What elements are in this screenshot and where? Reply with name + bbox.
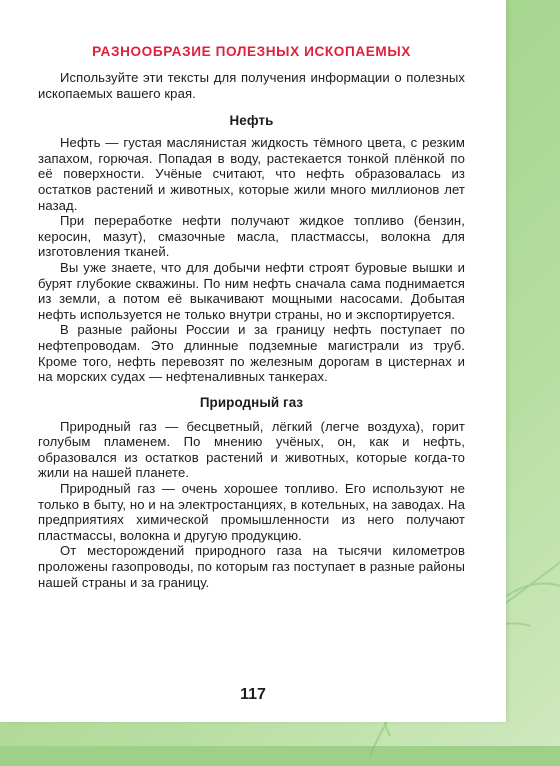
- intro-text: Используйте эти тексты для получения информации о полезных ископаемых вашего края.: [38, 70, 465, 101]
- page-content: [38, 44, 465, 590]
- oil-paragraph: В разные районы России и за границу нефть поступает по нефтепроводам. Это длинные подземные магистрали из труб. Кроме того, нефть перевозят по железным дорогам в цистернах и на морских судах — нефтеналивных танкерах.: [38, 322, 465, 385]
- section-heading-gas: Природный газ: [199, 394, 304, 410]
- page-title: РАЗНООБРАЗИЕ ПОЛЕЗНЫХ ИСКОПАЕМЫХ: [92, 44, 411, 59]
- page-number-tab: [218, 680, 288, 722]
- page-number: 117: [240, 686, 266, 703]
- oil-paragraph: При переработке нефти получают жидкое топливо (бензин, керосин, мазут), смазочные масла, пластмассы, волокна для изготовления тканей.: [38, 213, 465, 260]
- oil-paragraph: Вы уже знаете, что для добычи нефти строят буровые вышки и бурят глубокие скважины. По ним нефть сначала сама поднимается из земли, а потом её выкачивают мощными насосами. Добытая нефть используется не только внутри страны, но и экспортируется.: [38, 259, 465, 322]
- oil-paragraph: Нефть — густая маслянистая жидкость тёмного цвета, с резким запахом, горючая. Попадая в воду, растекается тонкой плёнкой по её поверхности. Учёные считают, что нефть образовалась из остатков растений и животных, которые жили много миллионов лет назад.: [38, 135, 465, 213]
- gas-paragraph: Природный газ — бесцветный, лёгкий (легче воздуха), горит голубым пламенем. По мнению учёных, он, как и нефть, образовался из остатков растений и животных, которые когда-то жили на нашей планете.: [38, 418, 465, 481]
- gas-paragraph: От месторождений природного газа на тысячи километров проложены газопроводы, по которым газ поступает в разные районы нашей страны и за границу.: [38, 543, 465, 590]
- section-heading-oil: Нефть: [229, 113, 274, 129]
- gas-paragraph: Природный газ — очень хорошее топливо. Его используют не только в быту, но и на электростанциях, в котельных, на заводах. На предприятиях химической промышленности из него получают пластмассы, волокна и другую продукцию.: [38, 481, 465, 543]
